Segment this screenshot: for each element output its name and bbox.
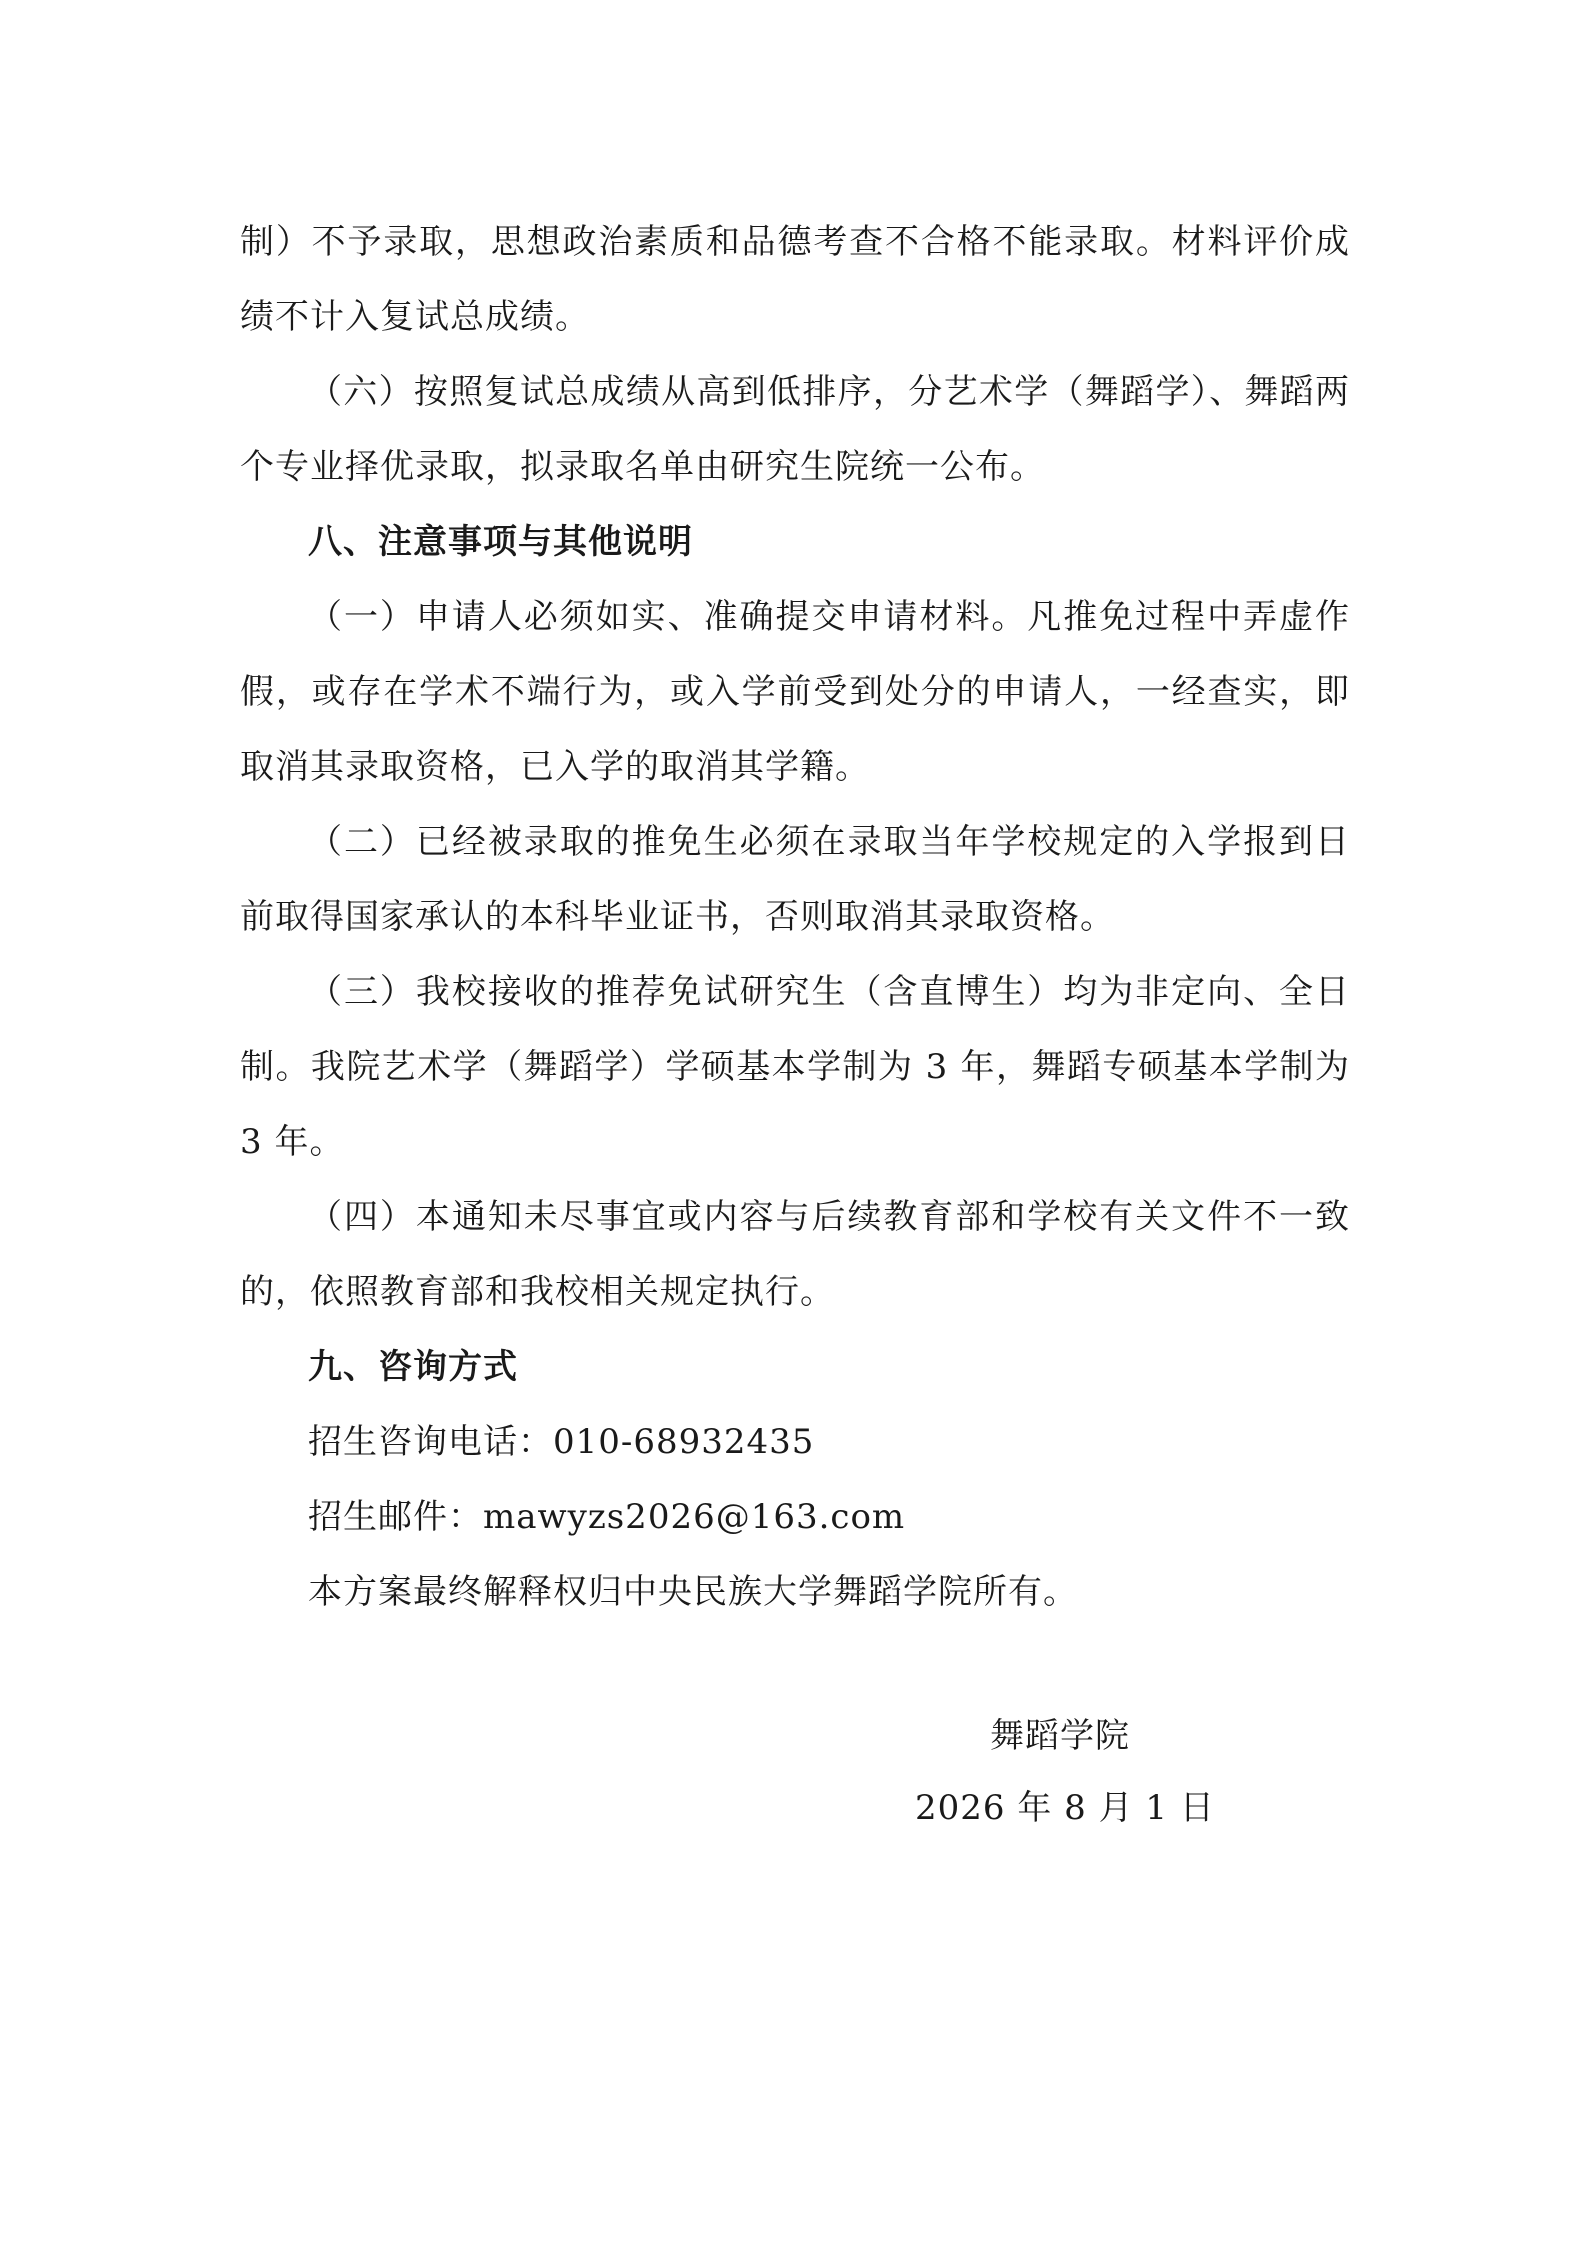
paragraph-note-2: （二）已经被录取的推免生必须在录取当年学校规定的入学报到日前取得国家承认的本科毕业证书，否则取消其录取资格。 — [240, 822, 1350, 937]
paragraph-note-1: （一）申请人必须如实、准确提交申请材料。凡推免过程中弄虚作假，或存在学术不端行为，或入学前受到处分的申请人，一经查实，即取消其录取资格，已入学的取消其学籍。 — [240, 597, 1350, 787]
paragraph-note-3: （三）我校接收的推荐免试研究生（含直博生）均为非定向、全日制。我院艺术学（舞蹈学）学硕基本学制为 3 年，舞蹈专硕基本学制为 3 年。 — [240, 972, 1350, 1162]
signature-organization: 舞蹈学院 — [990, 1716, 1130, 1756]
section-heading-8: 八、注意事项与其他说明 — [308, 522, 693, 562]
contact-phone: 招生咨询电话：010-68932435 — [308, 1422, 815, 1462]
signature-date: 2026 年 8 月 1 日 — [915, 1788, 1215, 1828]
document-body — [240, 205, 1350, 1630]
contact-email: 招生邮件：mawyzs2026@163.com — [308, 1497, 906, 1537]
section-heading-9: 九、咨询方式 — [308, 1347, 518, 1387]
paragraph-item-6: （六）按照复试总成绩从高到低排序，分艺术学（舞蹈学）、舞蹈两个专业择优录取，拟录取名单由研究生院统一公布。 — [240, 372, 1350, 487]
paragraph-continuation: 制）不予录取，思想政治素质和品德考查不合格不能录取。材料评价成绩不计入复试总成绩。 — [240, 222, 1350, 337]
paragraph-note-4: （四）本通知未尽事宜或内容与后续教育部和学校有关文件不一致的，依照教育部和我校相关规定执行。 — [240, 1197, 1350, 1312]
final-statement: 本方案最终解释权归中央民族大学舞蹈学院所有。 — [308, 1572, 1078, 1612]
